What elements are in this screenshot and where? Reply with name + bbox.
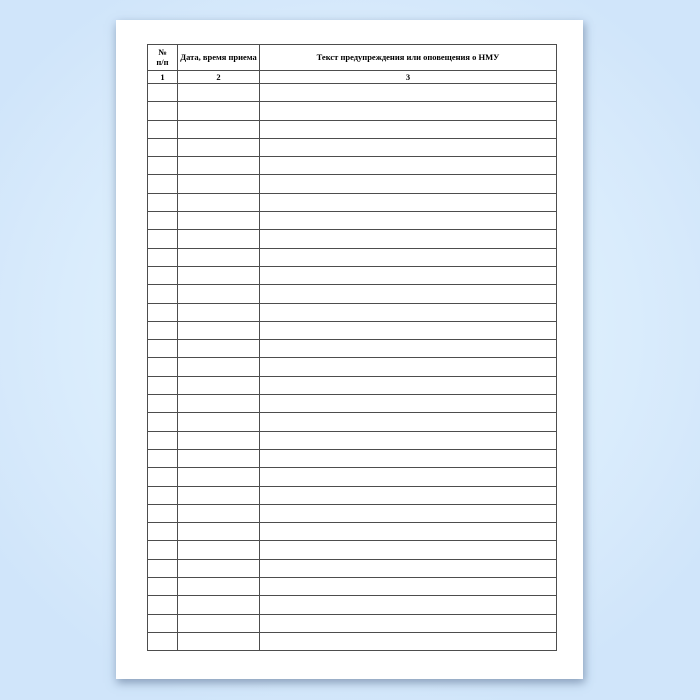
empty-cell <box>260 541 557 559</box>
empty-cell <box>148 504 178 522</box>
table-row <box>148 431 557 449</box>
document-page <box>116 20 583 679</box>
empty-cell <box>260 486 557 504</box>
empty-cell <box>260 431 557 449</box>
empty-cell <box>148 157 178 175</box>
empty-cell <box>148 468 178 486</box>
empty-cell <box>148 340 178 358</box>
table-row <box>148 321 557 339</box>
table-row <box>148 486 557 504</box>
table-row <box>148 413 557 431</box>
empty-cell <box>178 523 260 541</box>
empty-cell <box>148 395 178 413</box>
empty-cell <box>260 102 557 120</box>
empty-cell <box>178 193 260 211</box>
empty-cell <box>148 230 178 248</box>
empty-cell <box>148 632 178 650</box>
empty-rows-body <box>148 84 557 651</box>
empty-cell <box>148 321 178 339</box>
empty-cell <box>148 358 178 376</box>
column-header-warning-text: Текст предупреждения или оповещения о НМУ <box>260 45 557 71</box>
table-header-row <box>148 45 557 71</box>
empty-cell <box>148 578 178 596</box>
table-row <box>148 138 557 156</box>
empty-cell <box>260 614 557 632</box>
empty-cell <box>260 523 557 541</box>
empty-cell <box>178 102 260 120</box>
empty-cell <box>178 285 260 303</box>
empty-cell <box>260 84 557 102</box>
table-row <box>148 376 557 394</box>
empty-cell <box>178 596 260 614</box>
table-row <box>148 523 557 541</box>
empty-cell <box>148 120 178 138</box>
table-row <box>148 175 557 193</box>
empty-cell <box>260 449 557 467</box>
empty-cell <box>260 504 557 522</box>
empty-cell <box>148 449 178 467</box>
empty-cell <box>178 376 260 394</box>
empty-cell <box>148 596 178 614</box>
table-row <box>148 102 557 120</box>
empty-cell <box>260 578 557 596</box>
empty-cell <box>178 632 260 650</box>
table-row <box>148 614 557 632</box>
empty-cell <box>178 138 260 156</box>
table-row <box>148 578 557 596</box>
empty-cell <box>178 175 260 193</box>
empty-cell <box>148 102 178 120</box>
empty-cell <box>178 120 260 138</box>
empty-cell <box>260 468 557 486</box>
empty-cell <box>260 340 557 358</box>
empty-cell <box>178 266 260 284</box>
empty-cell <box>178 303 260 321</box>
table-row <box>148 248 557 266</box>
empty-cell <box>148 138 178 156</box>
table-row <box>148 541 557 559</box>
table-row <box>148 468 557 486</box>
empty-cell <box>148 285 178 303</box>
table-row <box>148 632 557 650</box>
empty-cell <box>260 266 557 284</box>
table-row <box>148 596 557 614</box>
empty-cell <box>178 468 260 486</box>
table-row <box>148 84 557 102</box>
table-row <box>148 504 557 522</box>
table-row <box>148 193 557 211</box>
header-number-sub: п/п <box>156 56 169 67</box>
empty-cell <box>178 559 260 577</box>
empty-cell <box>178 578 260 596</box>
empty-cell <box>260 395 557 413</box>
empty-cell <box>178 321 260 339</box>
empty-cell <box>178 614 260 632</box>
empty-cell <box>178 248 260 266</box>
empty-cell <box>260 175 557 193</box>
column-number-cell-1: 1 <box>148 71 178 84</box>
empty-cell <box>260 138 557 156</box>
empty-cell <box>178 230 260 248</box>
empty-cell <box>178 486 260 504</box>
empty-cell <box>148 523 178 541</box>
empty-cell <box>148 614 178 632</box>
empty-cell <box>260 632 557 650</box>
empty-cell <box>178 358 260 376</box>
empty-cell <box>148 193 178 211</box>
empty-cell <box>148 559 178 577</box>
empty-cell <box>148 212 178 230</box>
empty-cell <box>148 413 178 431</box>
empty-cell <box>148 84 178 102</box>
table-row <box>148 120 557 138</box>
empty-cell <box>178 84 260 102</box>
empty-cell <box>178 413 260 431</box>
empty-cell <box>260 193 557 211</box>
table-row <box>148 395 557 413</box>
empty-cell <box>148 486 178 504</box>
column-number-cell-2: 2 <box>178 71 260 84</box>
empty-cell <box>178 340 260 358</box>
nmu-warnings-log-table <box>147 44 557 651</box>
table-row <box>148 358 557 376</box>
empty-cell <box>260 303 557 321</box>
empty-cell <box>260 358 557 376</box>
table-row <box>148 449 557 467</box>
empty-cell <box>260 559 557 577</box>
table-row <box>148 340 557 358</box>
empty-cell <box>148 303 178 321</box>
column-header-row-number <box>148 45 178 71</box>
column-numbers-row <box>148 71 557 84</box>
empty-cell <box>260 376 557 394</box>
table-row <box>148 266 557 284</box>
table-row <box>148 285 557 303</box>
empty-cell <box>260 212 557 230</box>
empty-cell <box>148 248 178 266</box>
empty-cell <box>148 175 178 193</box>
empty-cell <box>260 120 557 138</box>
column-number-cell-3: 3 <box>260 71 557 84</box>
empty-cell <box>260 413 557 431</box>
table-row <box>148 559 557 577</box>
empty-cell <box>260 248 557 266</box>
empty-cell <box>260 157 557 175</box>
empty-cell <box>178 212 260 230</box>
empty-cell <box>148 266 178 284</box>
empty-cell <box>260 230 557 248</box>
table-row <box>148 212 557 230</box>
column-header-datetime: Дата, время приема <box>178 45 260 71</box>
table-row <box>148 230 557 248</box>
header-number-sign: № <box>158 47 167 57</box>
empty-cell <box>178 541 260 559</box>
empty-cell <box>178 431 260 449</box>
empty-cell <box>148 376 178 394</box>
empty-cell <box>260 285 557 303</box>
empty-cell <box>178 395 260 413</box>
empty-cell <box>260 321 557 339</box>
table-row <box>148 157 557 175</box>
empty-cell <box>178 504 260 522</box>
empty-cell <box>260 596 557 614</box>
table-row <box>148 303 557 321</box>
empty-cell <box>178 449 260 467</box>
empty-cell <box>178 157 260 175</box>
empty-cell <box>148 541 178 559</box>
empty-cell <box>148 431 178 449</box>
